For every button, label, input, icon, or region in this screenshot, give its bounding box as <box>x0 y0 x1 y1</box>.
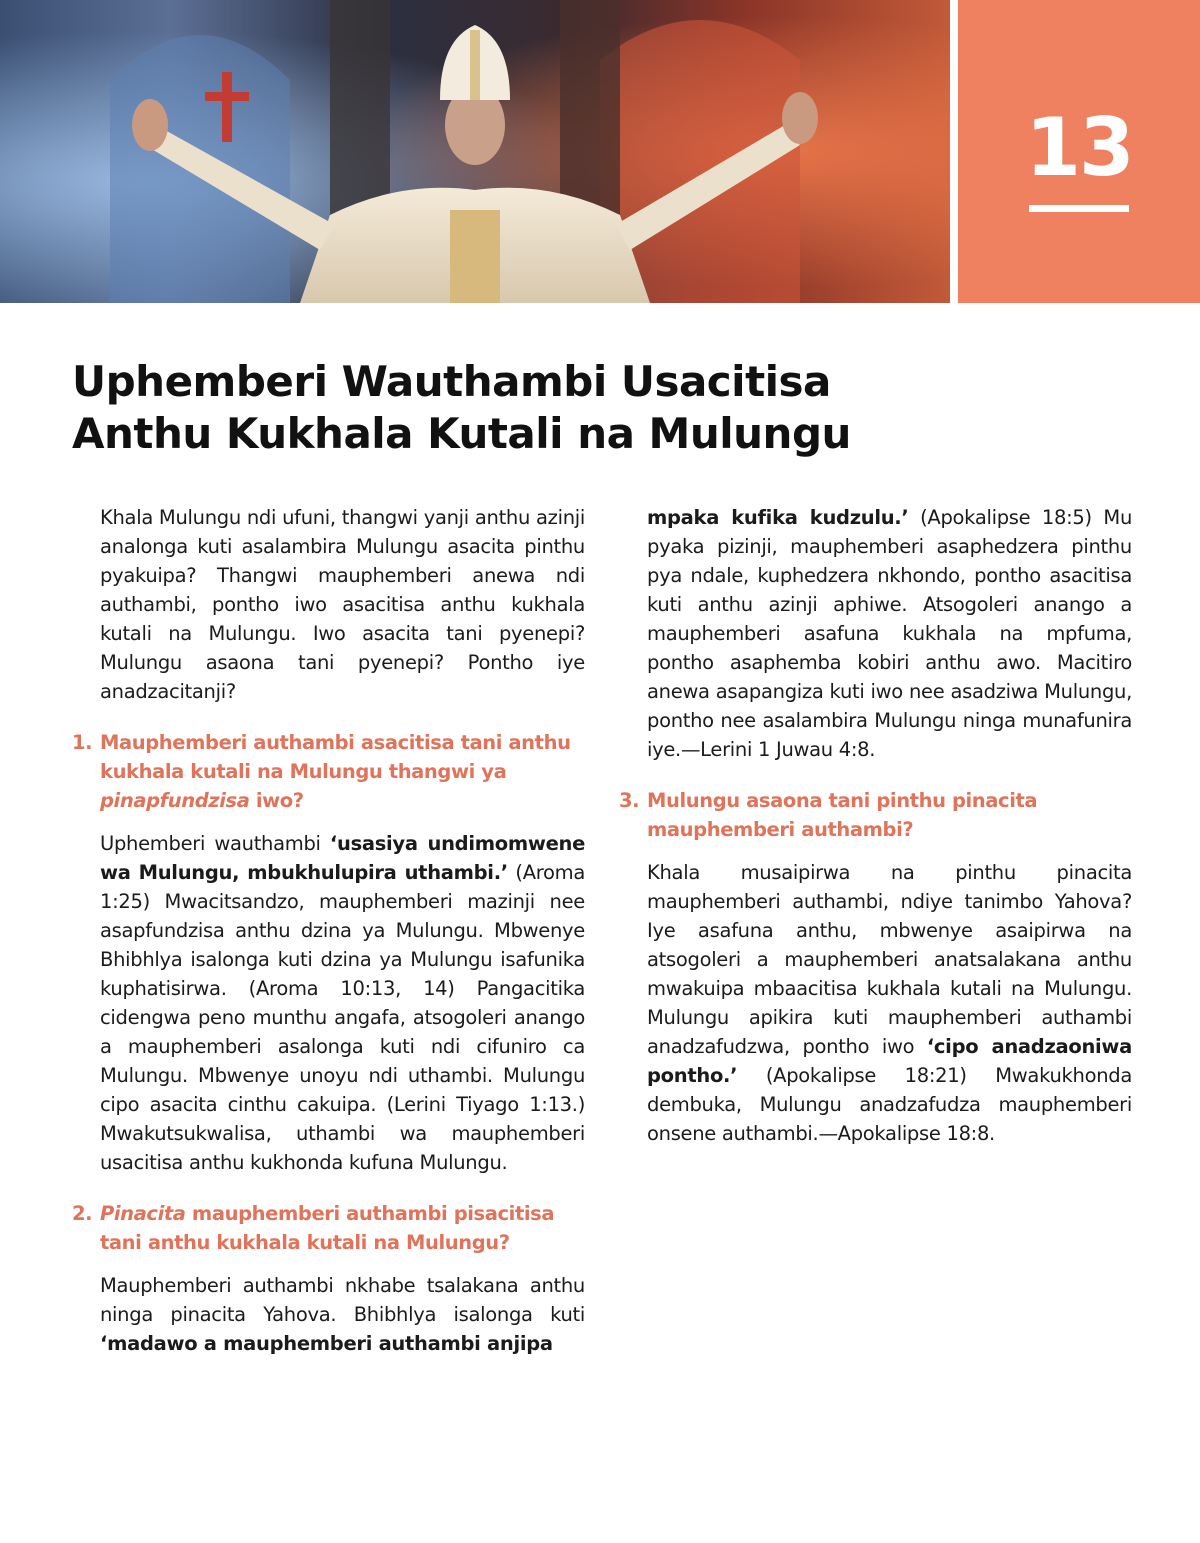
question-1-number: 1. <box>72 731 93 754</box>
question-3-number: 3. <box>619 789 640 812</box>
chapter-number: 13 <box>1025 101 1133 194</box>
intro-paragraph: Khala Mulungu ndi ufuni, thangwi yanji anthu azinji analonga kuti asalambira Mulungu asacita pinthu pyakuipa? Thangwi mauphemberi anewa ndi authambi, pontho iwo asacitisa anthu kukhala kutali na Mulungu. Iwo asacita tani pyenepi? Mulungu asaona tani pyenepi? Pontho iye anadzacitanji? <box>100 506 585 703</box>
title-line-2: Anthu Kukhala Kutali na Mulungu <box>72 409 851 458</box>
question-1-heading <box>72 728 585 815</box>
answer-2-continued: mpaka kufika kudzulu.’ (Apokalipse 18:5) Mu pyaka pizinji, mauphemberi asaphedzera pinthu pya ndale, kuphedzera nkhondo, pontho asacitisa kuti anthu azinji aphiwe. Atsogoleri anango a mauphemberi asafuna kukhala na mpfuma, pontho asaphemba kobiri anthu awo. Macitiro anewa asapangiza kuti iwo nee asadziwa Mulungu, pontho nee asalambira Mulungu ninga munafunira iye.—Lerini 1 Juwau 4:8. <box>647 506 1133 761</box>
question-1-text: Mauphemberi authambi asacitisa tani anthu kukhala kutali na Mulungu thangwi ya pinapfundzisa iwo? <box>100 731 571 812</box>
question-3-heading <box>619 786 1132 844</box>
cathedral-illustration <box>0 0 950 303</box>
page-title <box>72 356 952 460</box>
hero-image <box>0 0 950 303</box>
left-column <box>72 503 585 1358</box>
chapter-number-underline <box>1029 205 1129 212</box>
title-line-1: Uphemberi Wauthambi Usacitisa <box>72 357 831 406</box>
right-column <box>619 503 1132 1148</box>
question-2-number: 2. <box>72 1202 93 1225</box>
answer-3-paragraph: Khala musaipirwa na pinthu pinacita mauphemberi authambi, ndiye tanimbo Yahova? Iye asafuna anthu, mbwenye asaipirwa na atsogoleri a mauphemberi anatsalakana anthu mwakuipa mbaacitisa kukhala kutali na Mulungu. Mulungu apikira kuti mauphemberi authambi anadzafudzwa, pontho iwo ‘cipo anadzaoniwa pontho.’ (Apokalipse 18:21) Mwakukhonda dembuka, Mulungu anadzafudza mauphemberi onsene authambi.—Apokalipse 18:8. <box>647 861 1132 1145</box>
answer-2-paragraph: Mauphemberi authambi nkhabe tsalakana anthu ninga pinacita Yahova. Bhibhlya isalonga kuti ‘madawo a mauphemberi authambi anjipa <box>100 1274 585 1355</box>
chapter-number-badge <box>958 0 1200 303</box>
question-3-text: Mulungu asaona tani pinthu pinacita mauphemberi authambi? <box>647 789 1038 841</box>
answer-1-paragraph: Uphemberi wauthambi ‘usasiya undimomwene wa Mulungu, mbukhulupira uthambi.’ (Aroma 1:25) Mwacitsandzo, mauphemberi mazinji nee asapfundzisa anthu dzina ya Mulungu. Mbwenye Bhibhlya isalonga kuti dzina ya Mulungu isafunika kuphatisirwa. (Aroma 10:13, 14) Pangacitika cidengwa peno munthu angafa, atsogoleri anango a mauphemberi asalonga kuti ndi cifuniro ca Mulungu. Mbwenye unoyu ndi uthambi. Mulungu cipo asacita cinthu cakuipa. (Lerini Tiyago 1:13.) Mwakutsukwalisa, uthambi wa mauphemberi usacitisa anthu kukhonda kufuna Mulungu. <box>100 832 585 1174</box>
question-2-heading <box>72 1199 585 1257</box>
question-2-text: Pinacita mauphemberi authambi pisacitisa tani anthu kukhala kutali na Mulungu? <box>100 1202 555 1254</box>
